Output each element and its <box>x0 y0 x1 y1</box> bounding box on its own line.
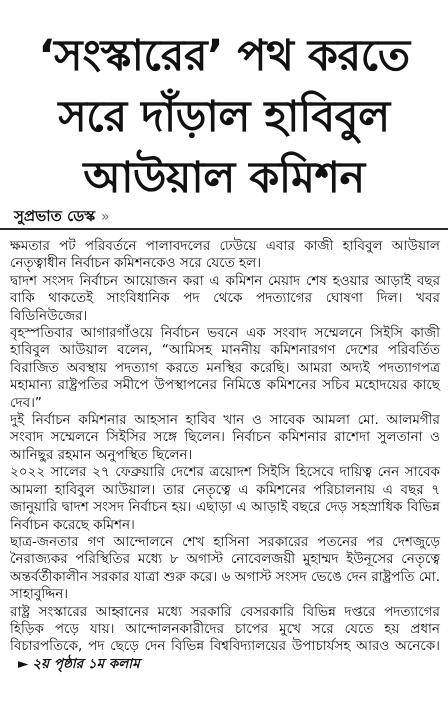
headline-line-3: আউয়াল কমিশন <box>83 153 365 203</box>
paragraph: দুই নির্বাচন কমিশনার আহসান হাবিব খান ও সাবেক আমলা মো. আলমগীর সংবাদ সম্মেলনে সিইসির সঙ্গে ছিলেন। নির্বাচন কমিশনার রাশেদা সুলতানা ও আনিছুর রহমান অনুপস্থিত ছিলেন। <box>10 412 440 463</box>
paragraph-last <box>10 604 440 674</box>
continued-jump <box>18 656 140 672</box>
headline-line-1: ‘সংস্কারের’ পথ করতে <box>38 31 410 81</box>
headline-line-2: সরে দাঁড়াল হাবিবুল <box>58 92 390 142</box>
headline <box>4 26 444 209</box>
continued-label: ২য় পৃষ্ঠার ১ম কলাম <box>32 655 140 672</box>
byline-desk: সুপ্রভাত ডেস্ক <box>14 207 96 225</box>
paragraph: দ্বাদশ সংসদ নির্বাচন আয়োজন করা এ কমিশন মেয়াদ শেষ হওয়ার আড়াই বছর বাকি থাকতেই সাংবিধানিক পদ থেকে পদত্যাগের ঘোষণা দিল। খবর বিডিনিউজের। <box>10 272 440 324</box>
byline-divider <box>0 228 448 230</box>
arrow-right-icon: ► <box>18 655 29 672</box>
chevron-right-icon: » <box>101 209 110 225</box>
paragraph: বৃহস্পতিবার আগারগাঁওয়ে নির্বাচন ভবনে এক সংবাদ সম্মেলনে সিইসি কাজী হাবিবুল আউয়াল বলেন, “আমিসহ মাননীয় কমিশনারগণ দেশের পরিবর্তিত বিরাজিত অবস্থায় পদত্যাগ করতে মনস্থির করেছি। আমরা অদ্যই পদত্যাগপত্র মহামান্য রাষ্ট্রপতির সমীপে উপস্থাপনের নিমিত্তে কমিশনের সচিব মহোদয়ের কাছে দেব।” <box>10 325 440 411</box>
paragraph: ২০২২ সালের ২৭ ফেব্রুয়ারি দেশের ত্রয়োদশ সিইসি হিসেবে দায়িত্ব নেন সাবেক আমলা হাবিবুল আউয়াল। তার নেতৃত্বে এ কমিশনের পরিচালনায় এ বছর ৭ জানুয়ারি দ্বাদশ সংসদ নির্বাচন হয়। এছাড়া এ আড়াই বছরে দেড় সহস্রাধিক বিভিন্ন নির্বাচন করেছে কমিশন। <box>10 464 440 533</box>
paragraph-last-text: রাষ্ট্র সংস্কারের আহ্বানের মধ্যে সরকারি বেসরকারি বিভিন্ন দপ্তরে পদত্যাগের হিড়িক পড়ে যায়। আন্দোলনকারীদের চাপের মুখে সরে যেতে হয় প্রধান বিচারপতিকে, পদ ছেড়ে দেন বিভিন্ন বিশ্ববিদ্যালয়ের উপাচার্যসহ আরও অনেকে। <box>10 603 440 655</box>
paragraph: ক্ষমতার পট পরিবর্তনে পালাবদলের ঢেউয়ে এবার কাজী হাবিবুল আউয়াল নেতৃত্বাধীন নির্বাচন কমিশনকেও সরে যেতে হল। <box>10 238 440 272</box>
article-body <box>10 238 440 673</box>
paragraph: ছাত্র-জনতার গণ আন্দোলনে শেখ হাসিনা সরকারের পতনের পর দেশজুড়ে নৈরাজ্যকর পরিস্থিতির মধ্যে ৮ অগাস্ট নোবেলজয়ী মুহাম্মদ ইউনূসের নেতৃত্বে অন্তর্বর্তীকালীন সরকার যাত্রা শুরু করে। ৬ অগাস্ট সংসদ ভেঙে দেন রাষ্ট্রপতি মো. সাহাবুদ্দিন। <box>10 533 440 603</box>
byline <box>14 205 110 230</box>
